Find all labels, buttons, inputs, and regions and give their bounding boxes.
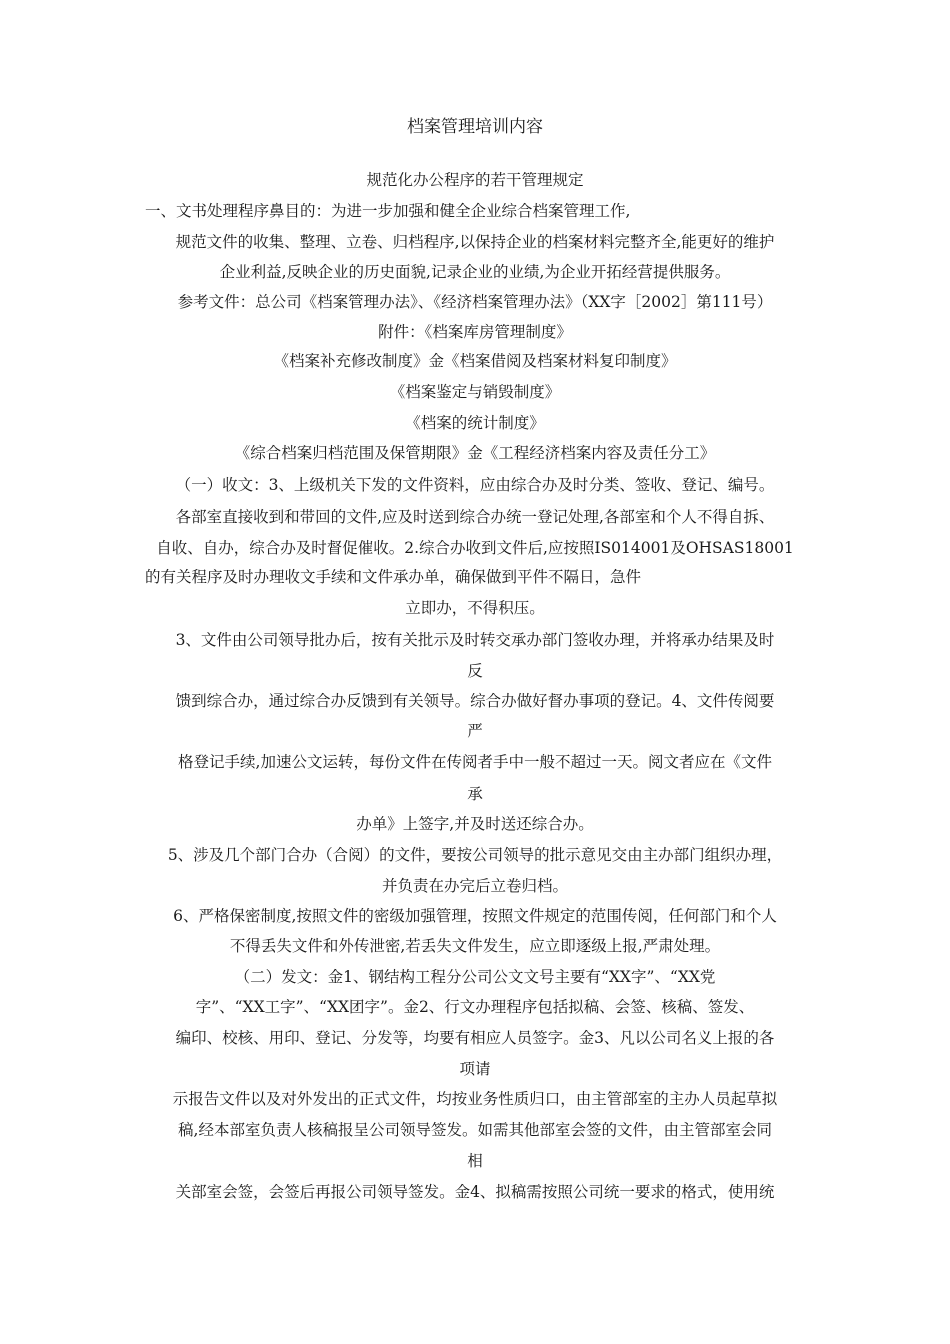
text-line: 附件：《档案库房管理制度》 (378, 323, 572, 341)
text-line: 《综合档案归档范围及保管期限》金《工程经济档案内容及责任分工》 (234, 444, 716, 462)
document-subtitle: 规范化办公程序的若干管理规定 (366, 171, 584, 189)
text-line: 字”、“XX工字”、“XX团字”。金2、行文办理程序包括拟稿、会签、核稿、签发、 (195, 998, 755, 1016)
text-line: 反 (467, 662, 483, 680)
text-line: 编印、校核、用印、登记、分发等，均要有相应人员签字。金3、凡以公司名义上报的各 (175, 1029, 775, 1047)
text-line: 3、文件由公司领导批办后，按有关批示及时转交承办部门签收办理，并将承办结果及时 (175, 631, 775, 649)
text-line: 项请 (459, 1060, 491, 1078)
text-line: 馈到综合办，通过综合办反馈到有关领导。综合办做好督办事项的登记。4、文件传阅要 (175, 692, 775, 710)
text-line: （二）发文：金1、钢结构工程分公司公文文号主要有“XX字”、“XX党 (234, 968, 716, 986)
text-line: 《档案鉴定与销毁制度》 (389, 383, 561, 401)
text-line: （一）收文：3、上级机关下发的文件资料，应由综合办及时分类、签收、登记、编号。 (175, 476, 775, 494)
text-line: 《档案的统计制度》 (405, 414, 545, 432)
text-line: 6、严格保密制度,按照文件的密级加强管理，按照文件规定的范围传阅，任何部门和个人 (173, 907, 777, 925)
text-line: 不得丢失文件和外传泄密,若丢失文件发生，应立即逐级上报,严肃处理。 (229, 937, 721, 955)
text-line: 立即办，不得积压。 (405, 599, 545, 617)
text-line: 5、涉及几个部门合办（合阅）的文件，要按公司领导的批示意见交由主办部门组织办理， (167, 846, 783, 864)
text-line: 参考文件：总公司《档案管理办法》、《经济档案管理办法》（XX字［2002］第111号） (177, 293, 773, 311)
text-line: 关部室会签，会签后再报公司领导签发。金4、拟稿需按照公司统一要求的格式，使用统 (175, 1183, 775, 1201)
text-line: 严 (467, 722, 483, 740)
text-line: 的有关程序及时办理收文手续和文件承办单，确保做到平件不隔日，急件 (145, 568, 642, 586)
text-line: 相 (467, 1152, 483, 1170)
text-line: 自收、自办，综合办及时督促催收。2.综合办收到文件后,应按照IS014001及OHSAS18001 (156, 539, 794, 557)
text-line: 并负责在办完后立卷归档。 (381, 877, 568, 895)
text-line: 《档案补充修改制度》金《档案借阅及档案材料复印制度》 (273, 352, 677, 370)
text-line: 稿,经本部室负责人核稿报呈公司领导签发。如需其他部室会签的文件，由主管部室会同 (178, 1121, 772, 1139)
text-line: 办单》上签字,并及时送还综合办。 (356, 815, 594, 833)
text-line: 各部室直接收到和带回的文件,应及时送到综合办统一登记处理,各部室和个人不得自拆、 (175, 508, 775, 526)
text-line: 示报告文件以及对外发出的正式文件，均按业务性质归口，由主管部室的主办人员起草拟 (172, 1090, 778, 1108)
text-line: 企业利益,反映企业的历史面貌,记录企业的业绩,为企业开拓经营提供服务。 (219, 263, 731, 281)
text-line: 规范文件的收集、整理、立卷、归档程序,以保持企业的档案材料完整齐全,能更好的维护 (175, 233, 775, 251)
document-title: 档案管理培训内容 (407, 117, 543, 137)
text-line: 承 (467, 785, 483, 803)
text-line: 格登记手续,加速公文运转，每份文件在传阅者手中一般不超过一天。阅文者应在《文件 (178, 753, 772, 771)
text-line: 一、文书处理程序鼻目的：为进一步加强和健全企业综合档案管理工作, (145, 202, 631, 220)
